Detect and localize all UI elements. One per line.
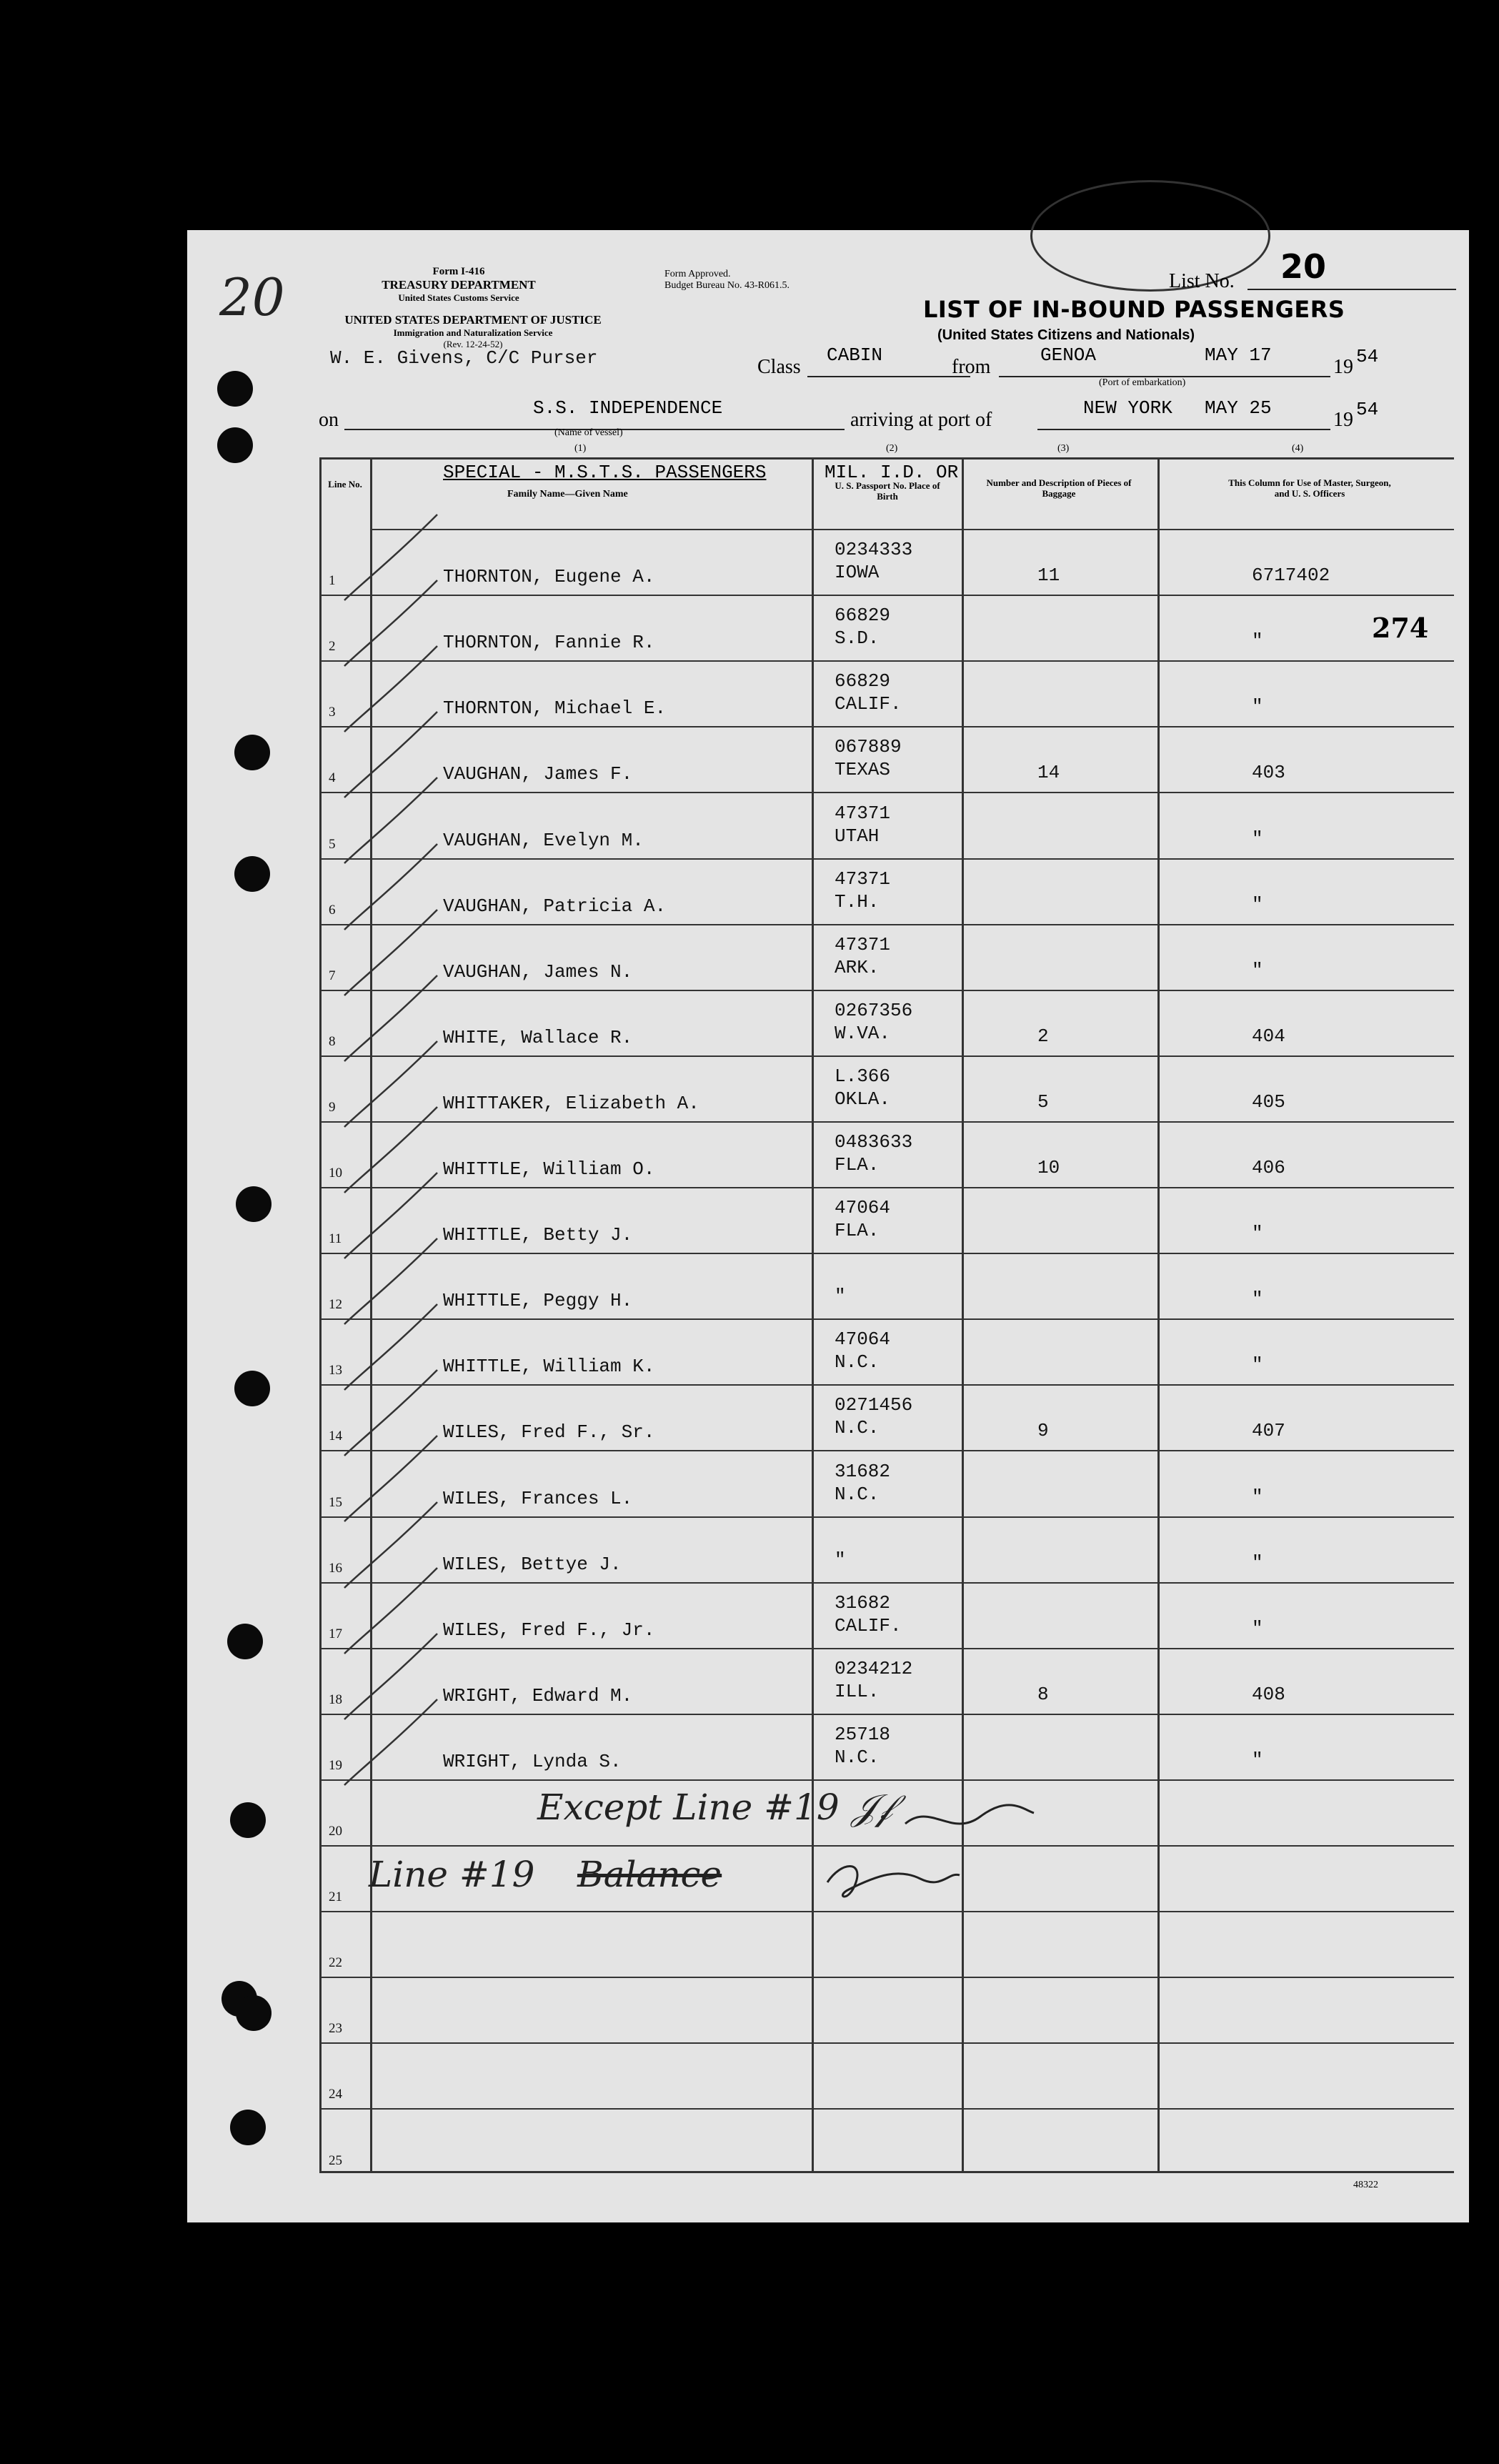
mil-id: 47371 [835,802,891,824]
place-of-birth: N.C. [835,1417,880,1439]
col-number-1: (1) [574,443,587,454]
row-rule [319,2042,1454,2044]
line-number: 11 [329,1231,342,1247]
row-rule [319,1318,1454,1320]
mil-id: 0267356 [835,999,913,1021]
table-left-rule [319,457,322,2172]
officer-mark: " [1252,1749,1263,1771]
passenger-name: WILES, Fred F., Sr. [443,1421,655,1444]
mil-id: 47064 [835,1197,891,1219]
baggage-count: 5 [1037,1091,1049,1113]
passenger-name: VAUGHAN, Patricia A. [443,895,667,917]
header-id-typed: MIL. I.D. OR [825,462,959,483]
row-rule [319,1384,1454,1386]
officer-mark: " [1252,1354,1263,1376]
mil-id: 47371 [835,868,891,890]
place-of-birth: N.C. [835,1746,880,1768]
row-rule [319,1450,1454,1451]
line-number: 13 [329,1363,342,1378]
vessel-name: S.S. INDEPENDENCE [533,397,723,419]
purser-name: W. E. Givens, C/C Purser [330,347,598,369]
line-number: 18 [329,1691,342,1707]
passenger-name: WHITTLE, Betty J. [443,1224,633,1246]
place-of-birth: FLA. [835,1154,880,1176]
passenger-name: WRIGHT, Lynda S. [443,1750,622,1772]
officer-mark: 6717402 [1252,565,1330,587]
form-approved-text: Form Approved. [664,269,731,279]
line-number: 1 [329,573,336,589]
mil-id: 0271456 [835,1394,913,1416]
annotation-line: Line #19 [369,1854,535,1895]
mil-id: 0234333 [835,539,913,561]
line-number: 6 [329,902,336,918]
on-label: on [319,409,339,431]
row-rule [319,1648,1454,1649]
row-rule [319,2108,1454,2110]
place-of-birth: CALIF. [835,693,902,715]
passenger-name: WHITTLE, Peggy H. [443,1290,633,1312]
from-value: GENOA [1040,344,1097,366]
passenger-name: THORNTON, Michael E. [443,697,667,720]
passenger-name: WHITTAKER, Elizabeth A. [443,1092,699,1114]
passenger-name: VAUGHAN, Evelyn M. [443,829,644,851]
place-of-birth: " [835,1286,846,1308]
line-number: 5 [329,836,336,852]
passenger-name: WHITTLE, William O. [443,1158,655,1180]
mil-id: 0234212 [835,1657,913,1679]
row-rule [319,1911,1454,1912]
check-mark [330,1692,444,1792]
mil-id: 31682 [835,1460,891,1482]
place-of-birth: OKLA. [835,1088,891,1110]
embark-date: MAY 17 [1205,344,1272,366]
line-number: 9 [329,1099,336,1115]
line-number: 21 [329,1889,342,1905]
mil-id: 47371 [835,933,891,955]
arrival-underline [1037,429,1330,430]
line-number: 20 [329,1824,342,1839]
row-rule [319,1582,1454,1584]
place-of-birth: ARK. [835,956,880,978]
punch-hole [234,735,270,770]
baggage-count: 11 [1037,565,1060,587]
passenger-name: WILES, Frances L. [443,1487,633,1509]
place-of-birth: CALIF. [835,1614,902,1636]
year-suffix-1: 54 [1356,346,1379,367]
officer-mark: " [1252,828,1263,850]
line-number: 19 [329,1757,342,1773]
row-rule [319,1253,1454,1254]
punch-hole [227,1624,263,1659]
line-number: 22 [329,1955,342,1971]
passenger-name: WILES, Bettye J. [443,1553,622,1575]
year-prefix-1: 19 [1333,356,1353,378]
arrival-date: MAY 25 [1205,397,1272,419]
initials-signature-1: 𝒥𝒻 [852,1787,892,1828]
punch-hole [230,1802,266,1838]
header-baggage: Number and Description of Pieces of Baggage [986,477,1132,499]
col-number-2: (2) [886,443,898,454]
side-number: 274 [1372,612,1429,644]
place-of-birth: ILL. [835,1680,880,1702]
row-rule [319,1187,1454,1188]
annotation-except: Except Line #19 [537,1787,840,1828]
officer-mark: 408 [1252,1683,1285,1705]
col-divider-2 [812,457,814,2172]
officer-mark: 406 [1252,1157,1285,1178]
officer-mark: " [1252,1288,1263,1311]
mil-id: 067889 [835,736,902,758]
officer-mark: 404 [1252,1025,1285,1047]
header-officers: This Column for Use of Master, Surgeon, and U. S. Officers [1228,477,1391,499]
line-number: 2 [329,639,336,655]
baggage-count: 8 [1037,1683,1049,1705]
row-rule [319,1516,1454,1518]
punch-hole [234,856,270,892]
form-number: Form I-416 [432,266,485,277]
line-number: 14 [329,1429,342,1444]
row-rule [319,1977,1454,1978]
justice-block [323,313,623,350]
row-rule [319,1845,1454,1847]
customs-service: United States Customs Service [398,292,519,303]
officer-mark: " [1252,893,1263,915]
line-number: 17 [329,1626,342,1641]
place-of-birth: TEXAS [835,759,891,781]
year-prefix-2: 19 [1333,409,1353,431]
officer-mark: " [1252,1551,1263,1574]
mil-id: 31682 [835,1591,891,1614]
mil-id: 66829 [835,605,891,627]
arriving-label: arriving at port of [850,409,992,431]
annotation-balance: Balance [577,1854,722,1895]
arrival-port: NEW YORK [1083,397,1172,419]
baggage-count: 2 [1037,1025,1049,1047]
row-rule [319,990,1454,991]
row-rule [319,858,1454,860]
row-rule [319,1714,1454,1715]
table-top-rule [319,457,1454,459]
officer-mark: 403 [1252,762,1285,784]
passenger-name: VAUGHAN, James N. [443,960,633,983]
row-rule [319,726,1454,727]
row-rule [319,924,1454,925]
page-title: LIST OF IN-BOUND PASSENGERS [923,296,1345,323]
header-id-printed: U. S. Passport No. Place of Birth [835,480,940,502]
justice-dept: UNITED STATES DEPARTMENT OF JUSTICE [344,313,602,327]
page-subtitle: (United States Citizens and Nationals) [937,327,1195,343]
place-of-birth: " [835,1549,846,1571]
table-bottom-rule [319,2171,1454,2173]
list-no-value: 20 [1280,247,1327,286]
baggage-count: 10 [1037,1157,1060,1178]
mil-id: 0483633 [835,1131,913,1153]
from-label: from [952,356,991,378]
class-value: CABIN [827,344,883,366]
passenger-name: THORNTON, Eugene A. [443,566,655,588]
class-underline [807,376,970,377]
punch-hole [236,1186,272,1222]
row-rule [319,1055,1454,1057]
mil-id: 47064 [835,1328,891,1351]
punch-hole [230,2110,266,2145]
place-of-birth: N.C. [835,1351,880,1373]
header-line-no: Line No. [328,479,362,490]
year-suffix-2: 54 [1356,399,1379,420]
mil-id: 25718 [835,1723,891,1745]
revision: (Rev. 12-24-52) [443,339,503,349]
baggage-count: 9 [1037,1420,1049,1442]
row-rule [319,1121,1454,1123]
officer-mark: 405 [1252,1091,1285,1113]
line-number: 3 [329,705,336,720]
place-of-birth: IOWA [835,562,880,584]
passenger-name: WILES, Fred F., Jr. [443,1619,655,1641]
line-number: 8 [329,1033,336,1049]
officer-mark: 407 [1252,1420,1285,1442]
punch-hole [217,371,253,407]
place-of-birth: UTAH [835,825,880,847]
col-number-3: (3) [1057,443,1070,454]
line-number: 24 [329,2087,342,2102]
row-rule [319,595,1454,596]
footer-code: 48322 [1353,2180,1378,2190]
passenger-name: WRIGHT, Edward M. [443,1684,633,1707]
mil-id: 66829 [835,670,891,692]
port-embark-caption: (Port of embarkation) [1099,377,1186,388]
treasury-dept: TREASURY DEPARTMENT [382,278,536,292]
passenger-name: WHITE, Wallace R. [443,1026,633,1048]
line-number: 12 [329,1297,342,1313]
line-number: 16 [329,1560,342,1576]
passenger-name: THORNTON, Fannie R. [443,632,655,654]
header-bottom-rule [370,529,1454,530]
col-divider-4 [1157,457,1160,2172]
vessel-caption: (Name of vessel) [554,427,623,438]
class-label: Class [757,356,801,378]
line-number: 10 [329,1166,342,1181]
baggage-count: 14 [1037,762,1060,784]
line-number: 15 [329,1494,342,1510]
row-rule [319,792,1454,793]
passenger-name: WHITTLE, William K. [443,1356,655,1378]
place-of-birth: T.H. [835,890,880,913]
punch-hole [217,427,253,463]
punch-hole [236,1995,272,2031]
place-of-birth: S.D. [835,627,880,650]
mil-id: L.366 [835,1065,891,1087]
line-number: 7 [329,968,336,983]
officer-mark: " [1252,959,1263,981]
form-header-block [294,266,623,304]
row-rule [319,1779,1454,1781]
manifest-page [187,230,1469,2222]
officer-mark: " [1252,1486,1263,1508]
col-number-4: (4) [1292,443,1304,454]
ins-service: Immigration and Naturalization Service [393,327,553,338]
line-number: 4 [329,770,336,786]
officer-mark: " [1252,630,1263,652]
line-number: 25 [329,2152,342,2168]
place-of-birth: N.C. [835,1483,880,1505]
officer-mark: " [1252,696,1263,718]
list-no-label: List No. [1169,270,1235,292]
margin-note: 20 [219,267,285,327]
list-no-underline [1247,289,1456,290]
passenger-name: VAUGHAN, James F. [443,763,633,785]
initials-scribble-1 [902,1795,1037,1838]
officer-mark: " [1252,1617,1263,1639]
header-name-typed: SPECIAL - M.S.T.S. PASSENGERS [443,462,767,483]
row-rule [319,660,1454,662]
place-of-birth: W.VA. [835,1022,891,1044]
line-number: 23 [329,2021,342,2037]
budget-bureau-text: Budget Bureau No. 43-R061.5. [664,280,790,291]
place-of-birth: FLA. [835,1220,880,1242]
col-divider-3 [962,457,964,2172]
initials-scribble-2 [820,1854,963,1904]
form-approved [664,269,790,292]
officer-mark: " [1252,1223,1263,1245]
punch-hole [234,1371,270,1406]
header-name-printed: Family Name—Given Name [507,489,628,500]
